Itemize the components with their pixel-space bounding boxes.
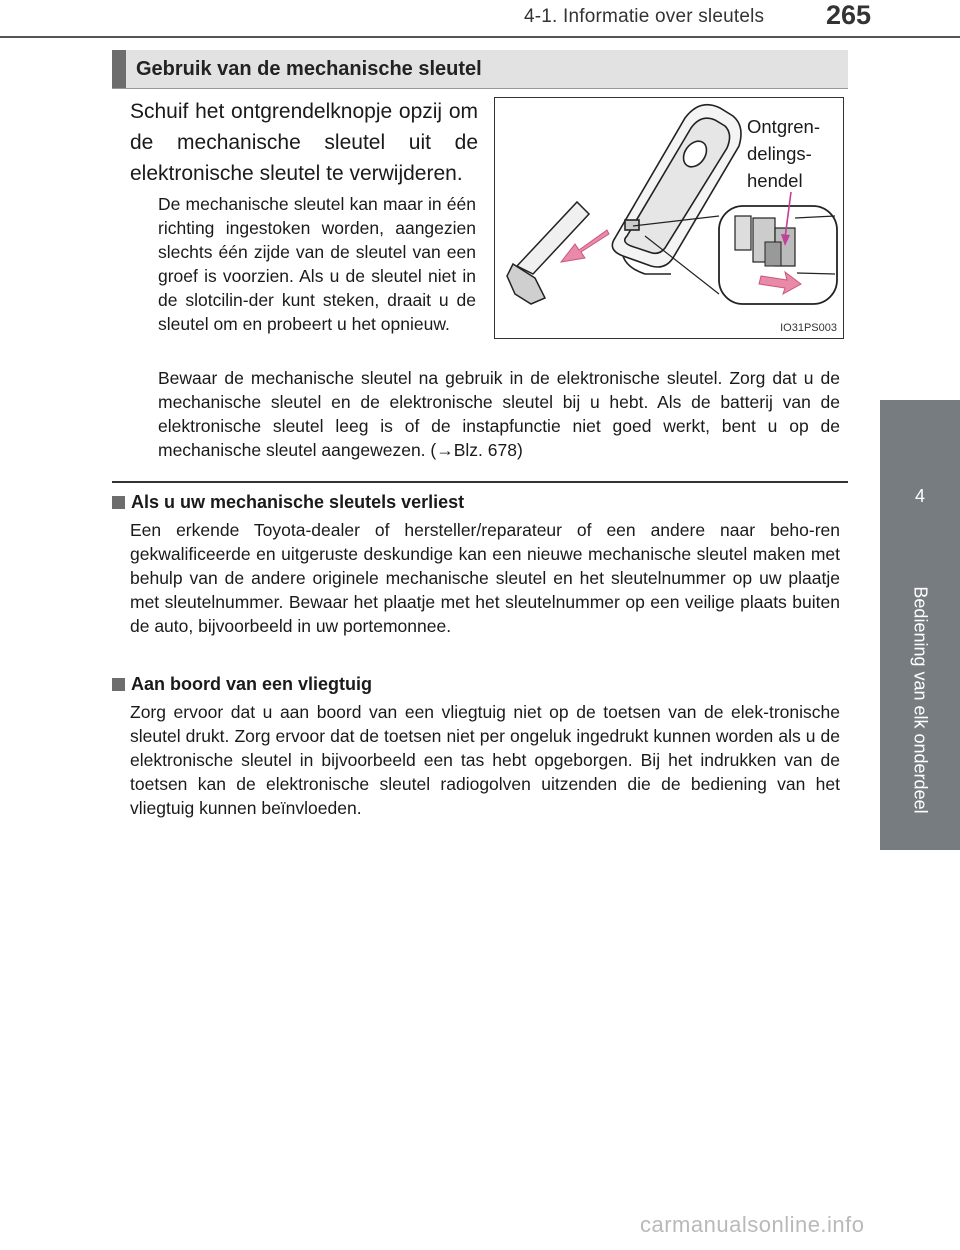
page-number: 265: [826, 0, 872, 30]
key-insertion-note: De mechanische sleutel kan maar in één richting ingestoken worden, aangezien slechts één zijde van de sleutel van een groef is voorzien. Als u de sleutel niet in de slotcilin-der kunt steken, draait u de sleutel om en probeert u het opnieuw.: [158, 194, 476, 334]
subsection-title: Aan boord van een vliegtuig: [131, 674, 373, 694]
header-section-title: 4-1. Informatie over sleutels: [524, 6, 765, 27]
section-underline: [112, 88, 848, 89]
key-illustration: [494, 97, 844, 339]
chapter-tab-number: 4: [880, 400, 960, 550]
section-heading-bar: [112, 50, 848, 88]
section-title: Gebruik van de mechanische sleutel: [136, 57, 482, 80]
square-bullet-icon: [112, 678, 125, 691]
release-lever-label-line1: Ontgren-: [747, 116, 821, 137]
square-bullet-icon: [112, 496, 125, 509]
release-lever-label-line3: hendel: [747, 170, 803, 191]
footer-watermark: carmanualsonline.info: [640, 1212, 865, 1237]
section-divider: [112, 481, 848, 483]
subsection-body-aircraft: Zorg ervoor dat u aan boord van een vliegtuig niet op de toetsen van de elek-tronische sleutel drukt. Zorg ervoor dat de toetsen niet per ongeluk ingedrukt kunnen worden als u de elektronische sleutel in bijvoorbeeld een tas hebt opgeborgen. Bij het indrukken van de toetsen kan de elektronische sleutel radiogolven uitzenden die de bediening van het vliegtuig kunnen beïnvloeden.: [130, 702, 840, 818]
chapter-tab-label: Bediening van elk onderdeel: [910, 586, 931, 814]
illustration-code: IO31PS003: [780, 322, 837, 334]
section-marker: [112, 50, 126, 88]
subsection-body-lost-keys: Een erkende Toyota-dealer of hersteller/reparateur of een andere naar beho-ren gekwalificeerde en uitgeruste deskundige kan een nieuwe mechanische sleutel maken met behulp van de andere originele mechanische sleutel en het sleutelnummer op uw plaatje met sleutelnummer. Bewaar het plaatje met het sleutelnummer op een veilige plaats buiten de auto, bijvoorbeeld in uw portemonnee.: [130, 520, 840, 636]
storage-note: Bewaar de mechanische sleutel na gebruik in de elektronische sleutel. Zorg dat u de mechanische sleutel en de elektronische sleutel bij u hebt. Als de batterij van de elektronische sleutel leeg is of de instapfunctie niet goed werkt, bent u op de mechanische sleutel aangewezen. (→Blz. 678): [158, 368, 840, 460]
intro-paragraph: Schuif het ontgrendelknopje opzij om de mechanische sleutel uit de elektronische sleutel te verwijderen.: [130, 100, 478, 185]
release-lever-label: [747, 113, 820, 194]
subsection-title: Als u uw mechanische sleutels verliest: [131, 492, 465, 512]
subsection-heading-aircraft: [112, 674, 372, 695]
release-lever-label-line2: delings-: [747, 143, 812, 164]
subsection-heading-lost-keys: [112, 492, 464, 513]
header-rule: [0, 36, 960, 38]
